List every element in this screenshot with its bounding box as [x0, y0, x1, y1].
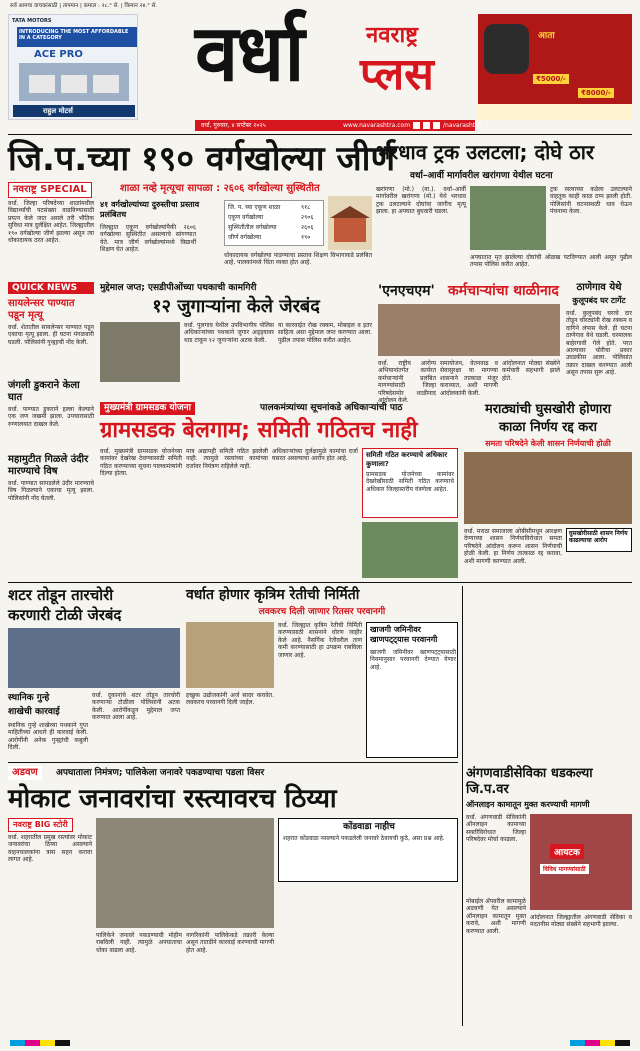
cattle-photo — [96, 818, 274, 928]
tata-model: ACE PRO — [34, 49, 83, 60]
truck-body-1: खरांगणा (मो.) (वा.). वर्धा–आर्वी मार्गावरील खरांगणा (मो.) येथे भरधाव ट्रक उलटल्याने दोघांचा जागीच मृत्यू झाला. हा अपघात बुधवारी घडला. — [376, 186, 466, 216]
anganwadi-sign-2: विविध मागण्यांसाठी — [540, 864, 589, 874]
maratha-sub: समता परिषदेने केली शासन निर्णयाची होळी — [485, 439, 611, 448]
site-link[interactable]: www.navarashtra.com — [343, 122, 411, 129]
sand-box — [366, 622, 458, 758]
fraud-body-2: या कारवाईत रोख रक्कम, मोबाइल व इतर साहित्य असा मुद्देमाल जप्त करण्यात आला. पुढील तपास पोलिस करीत आहेत. — [278, 322, 372, 344]
social-handle[interactable]: /navarashtra — [443, 122, 482, 129]
special-tag: नवराष्ट्र SPECIAL — [8, 182, 92, 198]
truck-subhead: वर्धा–आर्वी मार्गावरील खरांगणा येथील घटना — [410, 171, 553, 181]
avdhan-text: अपघाताला निमंत्रण; पालिकेला जनावरे पकडण्याचा पडला विसर — [56, 768, 265, 778]
anganwadi-body-3: आंदोलनात जिल्ह्यातील अंगणवाडी सेविका व मदतनीस मोठ्या संख्येने सहभागी झाल्या. — [530, 914, 632, 929]
shutter-head-2: करणारी टोळी जेरबंद — [8, 606, 122, 624]
table-cell: २९०६ — [301, 214, 314, 221]
shutter-sub-2: शाखेची कारवाई — [8, 707, 60, 717]
table-cell: २६०६ — [301, 224, 314, 231]
right-ad-line2: ₹5000/- — [533, 74, 569, 84]
maratha-photo — [464, 452, 632, 524]
sand-photo — [186, 622, 274, 688]
truck-photo — [470, 186, 546, 250]
nhm-body-2: समायोजन, वेतनवाढ व सेवासुरक्षा या मागण्या शासनाने तात्काळ मंजूर कराव्यात, अशी मागणी आंदोलकांनी केली. — [440, 360, 498, 397]
table-cell: एकूण वर्गखोल्या — [228, 214, 264, 221]
dateline: वर्धा, गुरुवार, ४ सप्टेंबर २०२५ — [201, 122, 266, 129]
cattle-body-3: नागरिकांनी पालिकेकडे तक्रारी केल्या असून तातडीने कारवाई करण्याची मागणी होत आहे. — [186, 932, 274, 954]
right-ad-line1: आता — [538, 31, 555, 41]
maratha-body: वर्धा. मराठा समाजाला ओबीसीमधून आरक्षण देण्याच्या शासन निर्णयाविरोधात समता परिषदेने आंदोलन करून शासन निर्णयाची होळी केली. हा निर्णय तात्काळ रद्द करावा, अशी मागणी करण्यात आली. — [464, 528, 562, 565]
anganwadi-body-2: मोबाईल ॲपवरील कामामुळे अडचणी येत असल्याने ऑनलाइन कामातून मुक्त करावे, अशी मागणी करण्यात आली. — [466, 898, 526, 935]
thanegao-head-2: कुलूपबंद घर टार्गेट — [572, 296, 626, 305]
gram-strap: पालकमंत्र्यांच्या सूचनांकडे अधिकाऱ्यांची पाठ — [260, 403, 403, 413]
avdhan-label: अडवण — [8, 766, 42, 780]
tata-ad-title: INTRODUCING THE MOST AFFORDABLE IN A CATEGORY — [17, 27, 137, 47]
table-cell: सुस्थितीतील वर्गखोल्या — [228, 224, 277, 231]
cattle-box — [278, 818, 458, 882]
quick-text-1: वर्धा. शेतातील सायलेन्सर पाण्यात पडून एकाचा मृत्यू झाला. ही घटना मंगळवारी घडली. पोलिसांनी गुन्ह्याची नोंद केली. — [8, 324, 94, 346]
truck-image — [19, 63, 129, 101]
gram-body-1: वर्धा. मुख्यमंत्री ग्रामसडक योजनेच्या कामांवर देखरेख ठेवण्यासाठी समिती गठित करण्याच्या सूचना पालकमंत्र्यांनी दिल्या होत्या. — [100, 448, 182, 478]
facebook-icon[interactable] — [413, 122, 420, 129]
fraud-body-1: वर्धा. पुलगाव येथील उपविभागीय पोलिस अधिकाऱ्यांच्या पथकाने जुगार अड्ड्यावर धाड टाकून १२ जुगाऱ्यांना अटक केली. — [184, 322, 274, 344]
cattle-headline: मोकाट जनावरांचा रस्त्यावरच ठिय्या — [8, 784, 337, 814]
table-cell: ९१८ — [301, 204, 311, 211]
table-cell: जीर्ण वर्गखोल्या — [228, 234, 262, 241]
quick-text-3: वर्धा. पाण्यात सापडलेले उंदीर मारण्याचे विष गिळल्याने एकाचा मृत्यू झाला. पोलिसांनी नोंद घेतली. — [8, 480, 94, 502]
shutter-head-1: शटर तोडून तारचोरी — [8, 586, 114, 604]
lead-headline: जि.प.च्या १९० वर्गखोल्या जीर्ण — [8, 139, 396, 179]
school-illustration — [328, 196, 372, 250]
tata-ad — [8, 14, 138, 120]
quick-text-2: वर्धा. पाण्यात डुकराने हल्ला केल्याने एक जण जखमी झाला. उपचारासाठी रुग्णालयात दाखल केले. — [8, 406, 94, 428]
quick-news-label: QUICK NEWS — [8, 282, 94, 294]
gram-photo — [362, 522, 458, 578]
gram-headline: ग्रामसडक बेलगाम; समिती गठितच नाही — [100, 418, 418, 443]
sand-body-1: वर्धा. जिल्ह्यात कृत्रिम रेतीची निर्मिती करण्यासाठी शासनाने धोरण जाहीर केले आहे. नैसर्गिक रेतीवरील ताण कमी करण्यासाठी हा उपक्रम राबविला जाणार आहे. — [278, 622, 362, 659]
anganwadi-sign-1: आयटक — [550, 844, 584, 859]
quick-head-2: जंगली डुकराने केला घात — [8, 380, 80, 403]
gram-box-head: समिती गठित करण्याचे अधिकार कुणाला? — [366, 451, 448, 468]
shutter-photo — [8, 628, 180, 688]
truck-headline: भरधाव ट्रक उलटला; दोघे ठार — [376, 140, 595, 164]
right-ad — [478, 14, 632, 120]
table-cell: १९० — [301, 234, 311, 241]
gram-box — [362, 448, 458, 518]
cattle-box-body: शहरात कोंडवाडा नसल्याने पकडलेली जनावरे ठेवायची कुठे, असा प्रश्न आहे. — [283, 835, 445, 842]
lead-subhead: ४१ वर्गखोल्यांच्या दुरुस्तीचा प्रस्ताव प्रलंबितच — [100, 200, 200, 219]
nhm-body-1: वर्धा. राष्ट्रीय आरोग्य अभियानांतर्गत कार्यरत कर्मचाऱ्यांनी प्रलंबित मागण्यांसाठी जिल्हा परिषदेसमोर थाळीनाद आंदोलन केले. — [378, 360, 436, 405]
fraud-photo — [100, 322, 180, 382]
gram-box-body: ग्रामसडक योजनेच्या कामांवर देखरेखीसाठी समिती गठित करण्याचे अधिकार जिल्हास्तरीय यंत्रणेला आहेत. — [366, 471, 454, 493]
color-bar — [10, 1040, 70, 1046]
cattle-body-1: वर्धा. शहरातील प्रमुख रस्त्यांवर मोकाट जनावरांचा ठिय्या असल्याने वाहनचालकांना त्रास सहन करावा लागत आहे. — [8, 834, 92, 864]
weather-strip: सर्व आमचा वाचकांसाठी | तापमान | कमाल : २८.° से. | किमान २४.° से. — [10, 3, 158, 9]
fraud-headline: १२ जुगाऱ्यांना केले जेरबंद — [152, 296, 320, 317]
scooter-image — [484, 24, 529, 74]
anganwadi-photo — [530, 814, 632, 910]
nhm-headline: कर्मचाऱ्यांचा थाळीनाद — [448, 283, 559, 299]
maratha-box — [566, 528, 632, 552]
tata-dealer: राहुल मोटर्स — [13, 105, 135, 117]
thanegao-head-1: ठाणेगाव येथे — [576, 282, 622, 293]
shutter-body: वर्धा. दुकानांचे शटर तोडून तारचोरी करणाऱ्या टोळीला पोलिसांनी अटक केली. आरोपींकडून मुद्देमाल जप्त करण्यात आला आहे. — [92, 692, 180, 722]
sand-headline: वर्धात होणार कृत्रिम रेतीची निर्मिती — [186, 587, 360, 603]
masthead-sub1: नवराष्ट्र — [366, 23, 418, 48]
right-ad-line3: ₹8000/- — [578, 88, 614, 98]
nhm-photo — [378, 304, 560, 356]
truck-body-2: ट्रक रस्त्याच्या कडेला उलटल्याने वाहतूक काही काळ ठप्प झाली होती. पोलिसांनी घटनास्थळी धाव घेऊन पंचनामा केला. — [550, 186, 632, 216]
fraud-strap: मुद्देमाल जप्त; एसडीपीओंच्या पथकाची कामगिरी — [100, 283, 257, 293]
gram-body-2: मात्र अद्यापही समिती गठित झालेली नाही. त्यामुळे रस्त्यांच्या कामांच्या दर्जावर नियंत्रण राहिलेले नाही. — [186, 448, 268, 470]
anganwadi-subhead: ऑनलाइन कामातून मुक्त करण्याची मागणी — [466, 800, 590, 809]
nhm-tag: 'एनएचएम' — [378, 283, 435, 299]
lead-strap: शाळा नव्हे मृत्यूचा सापळा : २६०६ वर्गखोल्या सुस्थितीत — [120, 183, 320, 194]
sand-body-2: इच्छुक उद्योजकांनी अर्ज सादर करावेत. लवकरच परवानगी दिली जाईल. — [186, 692, 274, 707]
maratha-box-text: घुसखोरीसाठी शासन निर्णय काढल्याचा आरोप — [569, 530, 628, 544]
shutter-body-2: स्थानिक गुन्हे शाखेच्या पथकाने गुप्त माहितीच्या आधारे ही कारवाई केली. आरोपींनी अनेक गुन्ह्यांची कबुली दिली. — [8, 722, 88, 752]
quick-head-3: महामुटीत गिळले उंदीर मारण्याचे विष — [8, 454, 89, 477]
color-bar — [570, 1040, 630, 1046]
nhm-body-3: आंदोलनात मोठ्या संख्येने कर्मचारी सहभागी झाले होते. — [502, 360, 560, 382]
sand-box-body: खाजगी जमिनीवर खाणपट्ट्यासाठी नियमानुसार परवानगी देण्यात येणार आहे. — [370, 649, 456, 671]
youtube-icon[interactable] — [433, 122, 440, 129]
maratha-head-1: मराठ्यांची घुसखोरी होणारा — [484, 402, 612, 417]
cattle-body-2: पालिकेने जनावरे पकडण्याची मोहीम राबविली नाही. त्यामुळे अपघाताचा धोका वाढला आहे. — [96, 932, 182, 954]
stats-table — [224, 200, 324, 246]
cattle-box-head: कोंडवाडा नाहीच — [343, 822, 395, 832]
maratha-head-2: काळा निर्णय रद्द करा — [499, 420, 597, 435]
lead-body-3: धोकादायक वर्गखोल्या पाडण्याचा प्रस्ताव शिक्षण विभागाकडे प्रलंबित आहे. पालकांमध्ये चिंता व्यक्त होत आहे. — [224, 252, 372, 267]
date-bar — [195, 120, 482, 131]
anganwadi-body-1: वर्धा. अंगणवाडी सेविकांनी ऑनलाइन कामाच्या सक्तीविरोधात जिल्हा परिषदेवर मोर्चा काढला. — [466, 814, 526, 844]
cattle-tag: नवराष्ट्र BIG स्टोरी — [8, 818, 73, 832]
sand-box-head: खाजगी जमिनीवर खाणपट्ट्यास परवानगी — [370, 625, 438, 644]
anganwadi-headline: अंगणवाडीसेविका धडकल्या जि.प.वर — [466, 766, 593, 797]
gram-tag: मुख्यमंत्री ग्रामसडक योजना — [100, 402, 195, 415]
quick-head-1: सायलेन्सर पाण्यात पडून मृत्यू — [8, 298, 75, 321]
shutter-sub-1: स्थानिक गुन्हे — [8, 693, 50, 703]
masthead-title: वर्धा — [195, 9, 303, 99]
lead-body-2: जिल्ह्यात एकूण वर्गखोल्यांपैकी २६०६ वर्गखोल्या सुस्थितीत असल्याचे सांगण्यात येते. मात्र जीर्ण वर्गखोल्यांमध्ये विद्यार्थी शिक्षण घेत आहेत. — [100, 224, 196, 254]
truck-body-3: अपघातात मृत झालेल्या दोघांची ओळख पटविण्यात आली असून पुढील तपास पोलिस करीत आहेत. — [470, 254, 632, 269]
table-cell: जि. प. च्या एकूण शाळा — [228, 204, 281, 211]
gram-body-3: अधिकाऱ्यांच्या दुर्लक्षामुळे कामांचा दर्जा घसरत असल्याचा आरोप होत आहे. — [272, 448, 358, 463]
thanegao-body: वर्धा. कुलूपबंद घराचे दार तोडून चोरट्यांनी रोख रक्कम व दागिने लंपास केले. ही घटना ठाणेगाव येथे घडली. घरमालक बाहेरगावी गेले होते. परत आल्यावर चोरीचा प्रकार उघडकीस आला. पोलिसांत तक्रार दाखल करण्यात आली असून तपास सुरू आहे. — [566, 310, 632, 377]
tata-brand: TATA MOTORS — [12, 18, 52, 24]
x-icon[interactable] — [423, 122, 430, 129]
sand-subhead: लवकरच दिली जाणार रितसर परवानगी — [258, 607, 386, 617]
masthead-sub2: प्लस — [360, 49, 434, 100]
lead-body-1: वर्धा. जिल्हा परिषदेच्या शाळांमधील विद्यार्थ्यांची पटसंख्या वाढविण्यासाठी प्रयत्न केले जात असले तरी भौतिक सुविधा मात्र दुर्लक्षित आहेत. जिल्ह्यातील १९० वर्गखोल्या जीर्ण झाल्या असून त्या धोकादायक ठरत आहेत. — [8, 200, 94, 245]
